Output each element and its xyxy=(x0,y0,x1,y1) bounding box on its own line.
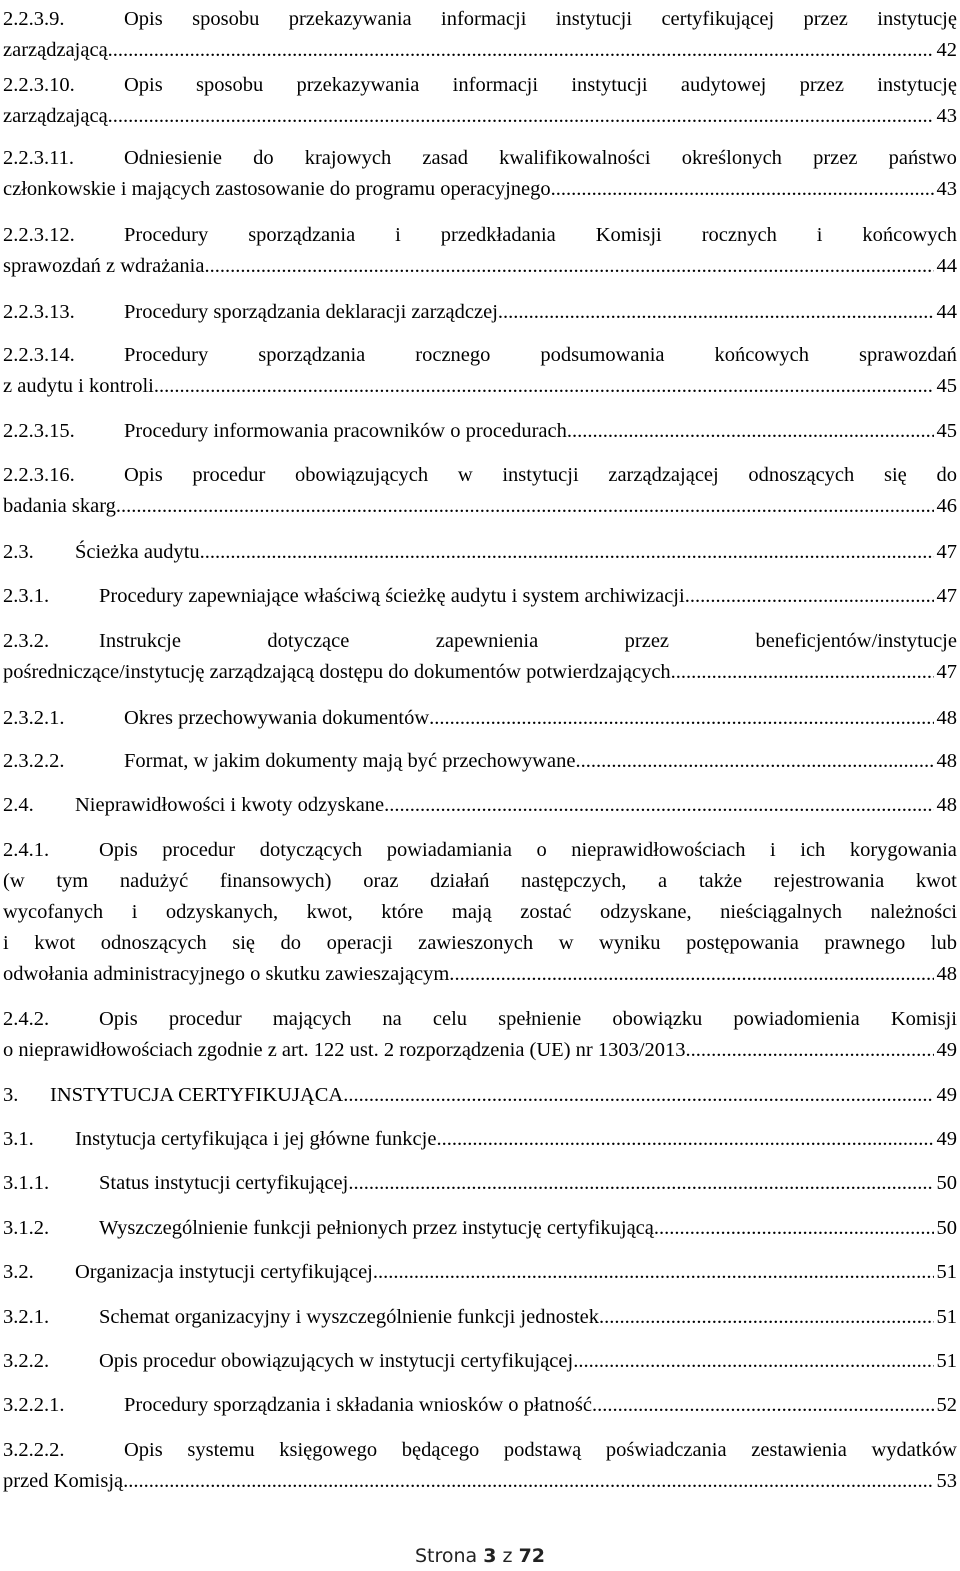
toc-entry-line xyxy=(3,460,957,491)
toc-entry-word: Odniesienie xyxy=(124,147,222,169)
toc-leader-dots xyxy=(154,371,934,402)
toc-entry-word: Procedury xyxy=(124,344,209,366)
toc-entry-line xyxy=(3,297,957,328)
toc-leader-dots xyxy=(123,1466,933,1497)
toc-entry-word: krajowych xyxy=(304,147,392,169)
toc-leader-dots xyxy=(204,251,933,282)
toc-leader-dots xyxy=(116,491,934,522)
toc-entry-word: certyfikującej xyxy=(661,8,775,30)
toc-entry-title: sprawozdań z wdrażania xyxy=(3,255,205,277)
toc-entry-word: także xyxy=(698,870,743,892)
toc-entry-word: kwot xyxy=(34,932,76,954)
toc-entry-word: instytucji xyxy=(571,74,648,96)
toc-entry-word: oraz xyxy=(363,870,399,892)
toc-entry-title: zarządzającą. xyxy=(3,105,113,127)
toc-entry-word: celu xyxy=(432,1008,468,1030)
toc-entry-word: lub xyxy=(930,932,957,954)
toc-entry-line xyxy=(3,1435,957,1466)
toc-entry-title: pośredniczące/instytucję zarządzającą dostępu do dokumentów potwierdzających xyxy=(3,661,671,683)
toc-entry-title: Procedury sporządzania i składania wniosków o płatność xyxy=(124,1394,592,1416)
toc-entry-title: Okres przechowywania dokumentów xyxy=(124,707,430,729)
toc-entry-number: 3.1.2. xyxy=(3,1217,50,1239)
toc-entry[interactable] xyxy=(3,1257,957,1288)
toc-entry-line xyxy=(3,1080,957,1111)
toc-entry-word: przez xyxy=(799,74,844,96)
toc-entry-word: informacji xyxy=(441,8,527,30)
toc-entry-word: na xyxy=(382,1008,402,1030)
page-footer xyxy=(0,1541,960,1571)
toc-entry-line xyxy=(3,251,957,282)
toc-page-number: 50 xyxy=(936,1172,957,1194)
toc-entry-title: Status instytucji certyfikującej xyxy=(99,1172,349,1194)
toc-entry-line xyxy=(3,1168,957,1199)
toc-entry-word: sporządzania xyxy=(248,224,356,246)
toc-entry-word: do xyxy=(936,464,957,486)
toc-entry-word: i xyxy=(131,901,138,923)
toc-entry-line xyxy=(3,1004,957,1035)
toc-entry[interactable] xyxy=(3,1435,957,1497)
toc-entry-word: przez xyxy=(813,147,858,169)
toc-entry-title: Organizacja instytucji certyfikującej xyxy=(75,1261,373,1283)
toc-entry-number: 2.2.3.16. xyxy=(3,464,75,486)
toc-entry-word: powiadamiania xyxy=(386,839,512,861)
toc-entry-line xyxy=(3,340,957,371)
toc-entry-word: ich xyxy=(800,839,826,861)
toc-entry-title xyxy=(124,70,957,101)
toc-entry[interactable] xyxy=(3,416,957,447)
toc-page-number: 51 xyxy=(936,1306,957,1328)
toc-entry[interactable] xyxy=(3,220,957,282)
toc-entry-word: mających xyxy=(272,1008,352,1030)
toc-entry-word: obowiązku xyxy=(612,1008,703,1030)
toc-entry[interactable] xyxy=(3,1346,957,1377)
toc-entry-line xyxy=(3,4,957,35)
toc-entry-word: prawnego xyxy=(824,932,906,954)
toc-entry[interactable] xyxy=(3,537,957,568)
toc-entry-word: zapewnienia xyxy=(435,630,539,652)
toc-entry-number: 3.2.2.2. xyxy=(3,1439,65,1461)
toc-entry-title: odwołania administracyjnego o skutku zawieszającym. xyxy=(3,963,455,985)
toc-entry-word: operacji xyxy=(326,932,393,954)
toc-entry-line xyxy=(3,491,957,522)
toc-entry-word: do xyxy=(280,932,302,954)
toc-entry-word: w xyxy=(457,464,473,486)
toc-leader-dots xyxy=(654,1213,934,1244)
toc-entry-word: podsumowania xyxy=(540,344,665,366)
toc-entry-line xyxy=(3,1257,957,1288)
toc-page-number: 46 xyxy=(936,495,957,517)
toc-entry-title xyxy=(124,220,957,251)
toc-entry-title: Schemat organizacyjny i wyszczególnienie funkcji jednostek xyxy=(99,1306,599,1328)
toc-entry-title xyxy=(99,1004,957,1035)
toc-entry-number: 2.3.2.1. xyxy=(3,707,65,729)
toc-entry-word: finansowych) xyxy=(219,870,332,892)
toc-entry-word: przekazywania xyxy=(296,74,420,96)
toc-page-number: 50 xyxy=(936,1217,957,1239)
toc-entry[interactable] xyxy=(3,1004,957,1066)
toc-entry-title: badania skarg xyxy=(3,495,116,517)
toc-entry-word: podstawą xyxy=(503,1439,582,1461)
toc-entry-word: instytucję xyxy=(877,8,957,30)
toc-entry-title: Procedury informowania pracowników o procedurach xyxy=(124,420,567,442)
toc-entry-number: 2.2.3.11. xyxy=(3,147,74,169)
toc-entry-title xyxy=(99,626,957,657)
toc-leader-dots xyxy=(200,537,934,568)
toc-entry-word: Opis xyxy=(124,8,163,30)
toc-entry[interactable] xyxy=(3,143,957,205)
toc-leader-dots xyxy=(113,35,934,66)
toc-entry-title xyxy=(99,835,957,866)
toc-entry-number: 2.2.3.15. xyxy=(3,420,75,442)
toc-page-number: 47 xyxy=(936,661,957,683)
footer-prefix: Strona xyxy=(414,1545,478,1567)
toc-entry-line xyxy=(3,835,957,866)
toc-entry[interactable] xyxy=(3,297,957,328)
toc-entry-word: sposobu xyxy=(192,8,260,30)
toc-page-number: 45 xyxy=(936,420,957,442)
toc-entry-word: rejestrowania xyxy=(773,870,885,892)
toc-entry-title: Nieprawidłowości i kwoty odzyskane xyxy=(75,794,385,816)
toc-entry-word: przekazywania xyxy=(288,8,412,30)
toc-entry-word: sposobu xyxy=(196,74,264,96)
toc-entry-word: kwot xyxy=(915,870,957,892)
toc-entry-word: się xyxy=(883,464,907,486)
toc-entry-line xyxy=(3,866,957,897)
toc-entry-word: instytucję xyxy=(877,74,957,96)
toc-leader-dots xyxy=(573,1346,933,1377)
toc-entry-word: odnoszących xyxy=(100,932,207,954)
toc-entry-title: zarządzającą. xyxy=(3,39,113,61)
toc-entry[interactable] xyxy=(3,340,957,402)
toc-entry-line xyxy=(3,1302,957,1333)
toc-leader-dots xyxy=(343,1080,933,1111)
toc-entry[interactable] xyxy=(3,1302,957,1333)
toc-entry-title xyxy=(124,1435,957,1466)
toc-entry-word: w xyxy=(558,932,574,954)
toc-entry-number: 2.2.3.12. xyxy=(3,224,75,246)
toc-entry-word: mają xyxy=(451,901,492,923)
toc-entry-number: 2.2.3.13. xyxy=(3,301,75,323)
toc-entry[interactable] xyxy=(3,1124,957,1155)
toc-entry-line xyxy=(3,703,957,734)
toc-page-number: 49 xyxy=(936,1128,957,1150)
toc-entry-number: 3.1.1. xyxy=(3,1172,50,1194)
toc-entry-word: i xyxy=(770,839,776,861)
footer-separator: z xyxy=(502,1545,513,1567)
toc-entry-word: Opis xyxy=(124,74,163,96)
toc-entry-word: systemu xyxy=(187,1439,255,1461)
toc-entry-title: Ścieżka audytu xyxy=(75,541,200,563)
toc-entry-word: instytucji xyxy=(555,8,633,30)
toc-page-number: 42 xyxy=(936,39,957,61)
toc-entry-number: 2.4.1. xyxy=(3,839,50,861)
toc-entry-word: określonych xyxy=(681,147,782,169)
toc-page-number: 52 xyxy=(936,1394,957,1416)
toc-entry-word: się xyxy=(232,932,255,954)
toc-entry-line xyxy=(3,746,957,777)
toc-entry-word: instytucji xyxy=(502,464,579,486)
toc-entry-title: z audytu i kontroli xyxy=(3,375,154,397)
toc-entry-number: 2.3.2.2. xyxy=(3,750,65,772)
toc-entry-word: nieściągalnych xyxy=(720,901,842,923)
toc-entry-number: 3.2. xyxy=(3,1261,34,1283)
toc-entry-word: rocznego xyxy=(415,344,491,366)
toc-entry-word: przez xyxy=(624,630,670,652)
toc-entry-word: odnoszących xyxy=(748,464,855,486)
toc-entry-line xyxy=(3,174,957,205)
toc-entry-title: INSTYTUCJA CERTYFIKUJĄCA xyxy=(50,1084,344,1106)
toc-entry-word: końcowych xyxy=(714,344,810,366)
toc-entry-number: 3.2.2.1. xyxy=(3,1394,65,1416)
toc-entry-word: i xyxy=(3,932,9,954)
toc-entry-word: obowiązujących xyxy=(294,464,429,486)
toc-entry-title: Instytucja certyfikująca i jej główne funkcje xyxy=(75,1128,437,1150)
toc-entry-line xyxy=(3,70,957,101)
toc-entry-number: 2.3. xyxy=(3,541,34,563)
toc-page-number: 48 xyxy=(936,707,957,729)
toc-entry-number: 2.3.2. xyxy=(3,630,50,652)
toc-entry-line xyxy=(3,143,957,174)
toc-entry-word: będącego xyxy=(401,1439,480,1461)
toc-entry[interactable] xyxy=(3,1213,957,1244)
toc-leader-dots xyxy=(671,657,934,688)
toc-entry-word: (w xyxy=(3,870,25,892)
toc-entry-word: Procedury xyxy=(124,224,209,246)
toc-entry-word: księgowego xyxy=(279,1439,378,1461)
toc-entry-word: wyniku xyxy=(599,932,661,954)
toc-entry-word: Opis xyxy=(99,1008,138,1030)
toc-entry[interactable] xyxy=(3,70,957,132)
toc-entry[interactable] xyxy=(3,581,957,612)
toc-entry-number: 3. xyxy=(3,1084,19,1106)
toc-leader-dots xyxy=(592,1390,934,1421)
toc-entry-title: członkowskie i mających zastosowanie do programu operacyjnego xyxy=(3,178,551,200)
toc-entry-title: Format, w jakim dokumenty mają być przechowywane xyxy=(124,750,576,772)
footer-current-page: 3 xyxy=(483,1545,497,1567)
toc-entry-word: procedur xyxy=(168,1008,242,1030)
toc-entry-line xyxy=(3,1346,957,1377)
toc-leader-dots xyxy=(685,581,934,612)
toc-entry-word: wycofanych xyxy=(3,901,104,923)
toc-entry-title: o nieprawidłowościach zgodnie z art. 122 ust. 2 rozporządzenia (UE) nr 1303/2013. xyxy=(3,1039,691,1061)
toc-entry-line xyxy=(3,959,957,990)
toc-entry-word: odzyskanych, xyxy=(165,901,279,923)
toc-leader-dots xyxy=(373,1257,934,1288)
toc-entry[interactable] xyxy=(3,4,957,66)
toc-leader-dots xyxy=(384,790,933,821)
toc-page-number: 47 xyxy=(936,541,957,563)
toc-entry-word: zawieszonych xyxy=(418,932,534,954)
toc-entry-word: spełnienie xyxy=(498,1008,582,1030)
toc-entry-line xyxy=(3,371,957,402)
toc-entry[interactable] xyxy=(3,835,957,990)
toc-leader-dots xyxy=(113,101,934,132)
toc-entry-word: audytowej xyxy=(680,74,767,96)
toc-entry[interactable] xyxy=(3,746,957,777)
toc-page-number: 49 xyxy=(936,1084,957,1106)
toc-entry-line xyxy=(3,101,957,132)
toc-entry-word: a xyxy=(658,870,668,892)
toc-entry-line xyxy=(3,928,957,959)
toc-page-number: 45 xyxy=(936,375,957,397)
toc-entry-line xyxy=(3,1390,957,1421)
toc-entry-title: przed Komisją xyxy=(3,1470,124,1492)
toc-leader-dots xyxy=(599,1302,934,1333)
toc-leader-dots xyxy=(429,703,933,734)
toc-entry-word: nieprawidłowościach xyxy=(571,839,746,861)
toc-page-number: 48 xyxy=(936,750,957,772)
toc-entry-word: przedkładania xyxy=(440,224,556,246)
toc-page-number: 51 xyxy=(936,1261,957,1283)
footer-total-pages: 72 xyxy=(518,1545,546,1567)
toc-entry-number: 3.2.1. xyxy=(3,1306,50,1328)
toc-entry-word: rocznych xyxy=(701,224,777,246)
toc-page-number: 43 xyxy=(936,178,957,200)
toc-entry[interactable] xyxy=(3,1080,957,1111)
toc-entry-word: przez xyxy=(803,8,848,30)
toc-entry-word: Opis xyxy=(99,839,138,861)
toc-entry-word: sporządzania xyxy=(258,344,366,366)
toc-entry-line xyxy=(3,220,957,251)
toc-entry-number: 2.4.2. xyxy=(3,1008,50,1030)
toc-entry-word: Komisji xyxy=(595,224,662,246)
toc-entry-word: dotyczące xyxy=(267,630,350,652)
toc-entry[interactable] xyxy=(3,460,957,522)
toc-entry-number: 3.1. xyxy=(3,1128,34,1150)
toc-entry-line xyxy=(3,1466,957,1497)
toc-entry-word: państwo xyxy=(888,147,957,169)
toc-entry-line xyxy=(3,35,957,66)
toc-leader-dots xyxy=(436,1124,933,1155)
toc-page-number: 48 xyxy=(936,963,957,985)
toc-entry-line xyxy=(3,1035,957,1066)
toc-entry-word: Instrukcje xyxy=(99,630,181,652)
toc-page-number: 44 xyxy=(936,301,957,323)
toc-entry-word: końcowych xyxy=(862,224,957,246)
toc-entry-word: Opis xyxy=(124,1439,163,1461)
toc-entry-word: zarządzającej xyxy=(608,464,719,486)
toc-page-number: 44 xyxy=(936,255,957,277)
toc-page-number: 43 xyxy=(936,105,957,127)
toc-entry-word: informacji xyxy=(452,74,539,96)
toc-entry-line xyxy=(3,790,957,821)
toc-entry-word: zestawienia xyxy=(751,1439,847,1461)
toc-entry-line xyxy=(3,1213,957,1244)
toc-entry[interactable] xyxy=(3,790,957,821)
toc-entry-number: 3.2.2. xyxy=(3,1350,50,1372)
toc-entry-line xyxy=(3,657,957,688)
toc-entry-word: kwalifikowalności xyxy=(499,147,651,169)
toc-entry-word: korygowania xyxy=(849,839,957,861)
toc-entry-number: 2.2.3.10. xyxy=(3,74,75,96)
toc-entry-line xyxy=(3,581,957,612)
toc-entry-word: wydatków xyxy=(871,1439,957,1461)
toc-entry-word: zostać xyxy=(520,901,572,923)
toc-entry[interactable] xyxy=(3,626,957,688)
toc-entry-word: nadużyć xyxy=(119,870,189,892)
toc-entry-word: Komisji xyxy=(890,1008,957,1030)
toc-entry-word: powiadomienia xyxy=(733,1008,860,1030)
toc-entry-number: 2.2.3.9. xyxy=(3,8,65,30)
toc-entry-word: procedur xyxy=(192,464,266,486)
toc-leader-dots xyxy=(575,746,933,777)
toc-page-number: 48 xyxy=(936,794,957,816)
toc-leader-dots xyxy=(567,416,934,447)
toc-leader-dots xyxy=(454,959,933,990)
toc-entry-line xyxy=(3,416,957,447)
toc-leader-dots xyxy=(691,1035,934,1066)
toc-leader-dots xyxy=(551,174,934,205)
toc-entry-title xyxy=(124,340,957,371)
toc-entry-word: zasad xyxy=(422,147,468,169)
toc-entry-number: 2.4. xyxy=(3,794,34,816)
toc-entry-word: poświadczania xyxy=(605,1439,727,1461)
toc-entry[interactable] xyxy=(3,1390,957,1421)
toc-entry-title xyxy=(124,143,957,174)
toc-entry-title: Procedury sporządzania deklaracji zarządczej xyxy=(124,301,498,323)
toc-entry-word: do xyxy=(253,147,274,169)
toc-entry-word: należności xyxy=(870,901,957,923)
toc-entry-title: Opis procedur obowiązujących w instytucji certyfikującej xyxy=(99,1350,574,1372)
toc-page-number: 53 xyxy=(936,1470,957,1492)
toc-entry[interactable] xyxy=(3,1168,957,1199)
toc-entry-word: działań xyxy=(430,870,490,892)
toc-entry-word: procedur xyxy=(162,839,236,861)
toc-entry-number: 2.3.1. xyxy=(3,585,50,607)
toc-entry-word: sprawozdań xyxy=(859,344,957,366)
toc-entry-word: i xyxy=(395,224,401,246)
toc-entry-title xyxy=(124,460,957,491)
toc-page-number: 51 xyxy=(936,1350,957,1372)
toc-entry-word: tym xyxy=(56,870,89,892)
toc-entry-title: Wyszczególnienie funkcji pełnionych przez instytucję certyfikującą xyxy=(99,1217,654,1239)
toc-entry-word: które xyxy=(381,901,424,923)
toc-entry-word: o xyxy=(536,839,547,861)
toc-entry-line xyxy=(3,626,957,657)
toc-entry-title: Procedury zapewniające właściwą ścieżkę audytu i system archiwizacji xyxy=(99,585,685,607)
toc-entry-word: i xyxy=(816,224,823,246)
toc-entry-line xyxy=(3,1124,957,1155)
toc-leader-dots xyxy=(498,297,934,328)
toc-entry[interactable] xyxy=(3,703,957,734)
toc-entry-word: beneficjentów/instytucje xyxy=(755,630,957,652)
toc-entry-title xyxy=(124,4,957,35)
toc-entry-word: następczych, xyxy=(521,870,627,892)
toc-entry-word: dotyczących xyxy=(259,839,363,861)
toc-entry-word: Opis xyxy=(124,464,163,486)
toc-page-number: 49 xyxy=(936,1039,957,1061)
toc-entry-line xyxy=(3,897,957,928)
toc-leader-dots xyxy=(348,1168,933,1199)
toc-entry-word: postępowania xyxy=(686,932,799,954)
toc-page-number: 47 xyxy=(936,585,957,607)
toc-entry-word: kwot, xyxy=(306,901,353,923)
toc-entry-number: 2.2.3.14. xyxy=(3,344,75,366)
toc-entry-word: odzyskane, xyxy=(599,901,692,923)
toc-entry-line xyxy=(3,537,957,568)
